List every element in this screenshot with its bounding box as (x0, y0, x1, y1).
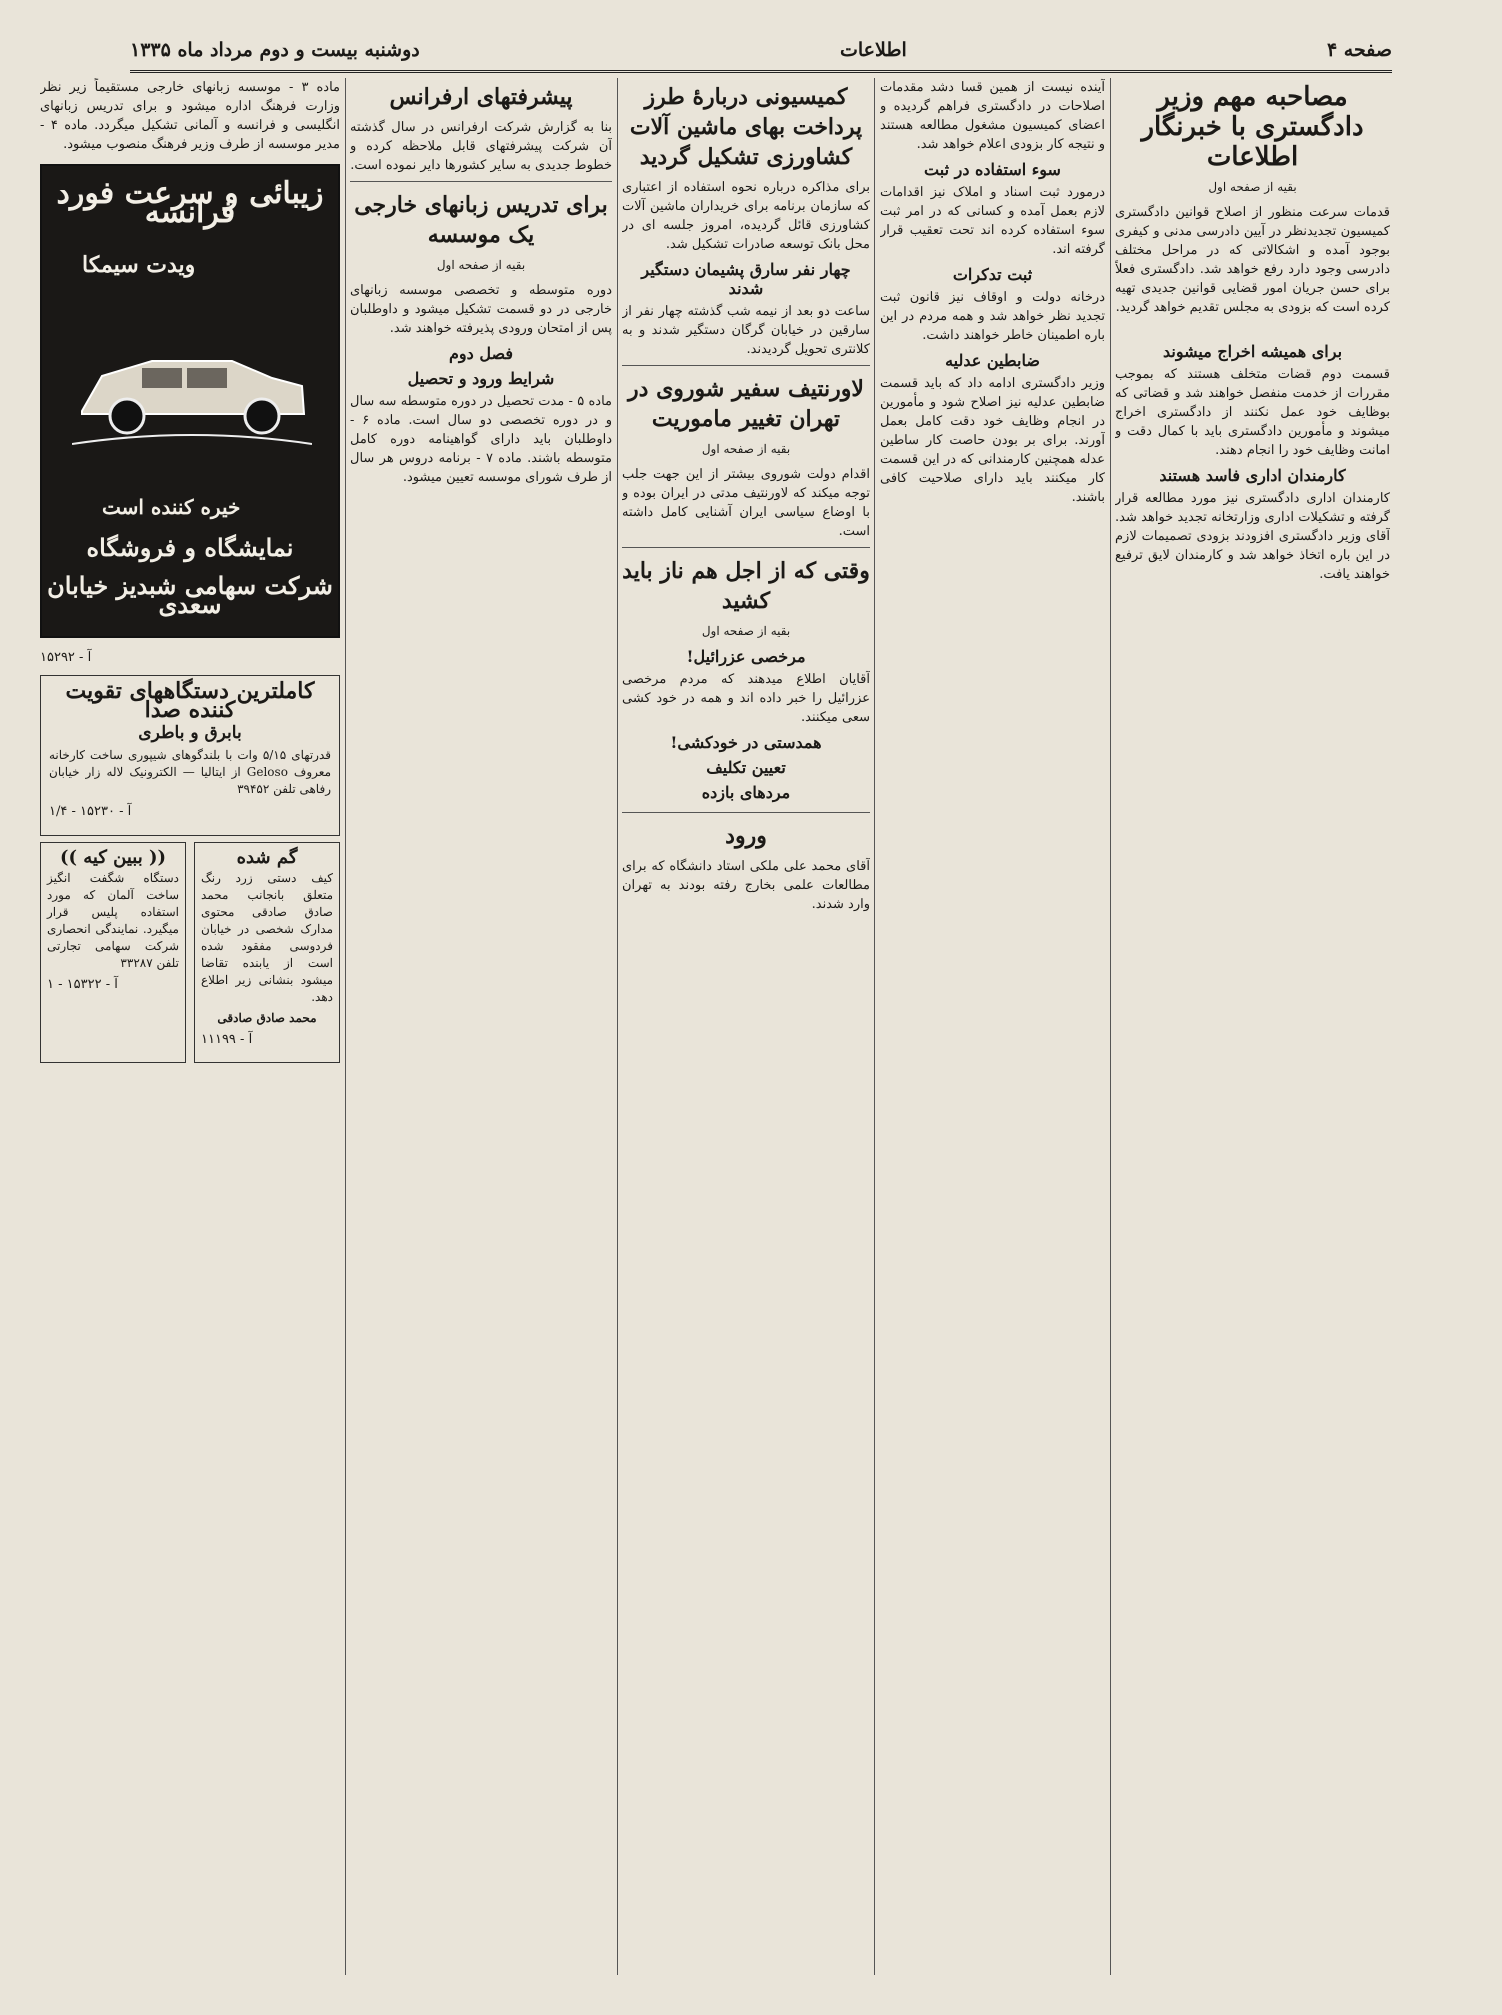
subheading: شرایط ورود و تحصیل (407, 369, 555, 388)
subheading: ثبت تدکرات (952, 265, 1033, 284)
ad-code: آ - ۱۵۲۳۰ - ۱/۴ (49, 804, 132, 819)
article-text: ماده ۵ - مدت تحصیل در دوره متوسطه سه سال و در دوره تخصصی دو سال است. ماده ۶ - داوطلبان باید دارای گواهینامه دوره کامل متوسطه باشند. ماده ۷ - برنامه دروس هر سال از طرف شورای موسسه تعیین میشود. (350, 394, 612, 485)
headline-arrival: ورود (725, 823, 767, 849)
article-machinery (622, 82, 870, 366)
lost-ad-text: کیف دستی زرد رنگ متعلق بانجانب محمد صادق صادقی محتوی مدارک شخصی در خیابان فردوسی مفقود شده است از یابنده تقاضا میشود بنشانی زیر اطلاع دهد. (201, 871, 333, 1004)
small-ads-row (40, 842, 340, 1063)
headline-machinery: کمیسیونی دربارهٔ طرز پرداخت بهای ماشین آلات کشاورزی تشکیل گردید (629, 84, 863, 170)
continued-note: بقیه از صفحه اول (701, 442, 791, 456)
amplifier-ad-title: کاملترین دستگاههای تقویت کننده صدا (65, 678, 315, 723)
article-text: برای مذاکره درباره نحوه استفاده از اعتباری که سازمان برنامه برای خریداران ماشین آلات کشاورزی قائل گردیده، امروز جلسه ای در محل بانک توسعه صادرات تشکیل شد. (622, 180, 870, 252)
column-rule (874, 78, 875, 1975)
article-text-filler (1115, 317, 1390, 336)
article-text: دوره متوسطه و تخصصی موسسه زبانهای خارجی در دو قسمت تشکیل میشود و داوطلبان پس از امتحان ورودی پذیرفته خواهند شد. (350, 283, 612, 336)
amplifier-ad-text: قدرتهای ۵/۱۵ وات با بلندگوهای شیپوری ساخت کارخانه معروف Geloso از ایتالیا — الکترونیک لاله زار خیابان رفاهی تلفن ۳۹۴۵۲ (49, 748, 331, 796)
article-text: قدمات سرعت منظور از اصلاح قوانین دادگستری کمیسیون تجدیدنظر در آیین دادرسی مدنی و کیفری بوجود آمده و اشکالاتی که در مراحل مختلف دادرسی وجود دارد رفع خواهد شد. دادگستری فعلاً برای حسن جریان امور قضایی قوانین جدیدی تهیه کرده است که بزودی به مجلس تقدیم خواهد گردید. (1115, 205, 1390, 315)
article-text: ماده ۳ - موسسه زبانهای خارجی مستقیماً زیر نظر وزارت فرهنگ اداره میشود و برای تدریس زبانهای انگلیسی و فرانسه و آلمانی تشکیل میگردد. ماده ۴ - مدیر موسسه از طرف وزیر فرهنگ منصوب میشود. (40, 80, 340, 152)
column-rule (345, 78, 346, 1975)
article-text: آقایان اطلاع میدهند که مردم مرخصی عزرائیل را خبر داده اند و همه در خود کشی سعی میکنند. (622, 672, 870, 725)
article-ambassador (622, 374, 870, 548)
car-ad-title: زیبائی و سرعت فورد فرانسه (56, 176, 324, 230)
car-ad-company: شرکت سهامی شبدیز خیابان سعدی (47, 571, 333, 619)
amplifier-ad-subtitle: بابرق و باطری (138, 723, 242, 743)
car-ad-showroom: نمایشگاه و فروشگاه (86, 533, 294, 562)
device-ad (40, 842, 186, 1063)
article-text: درخانه دولت و اوقاف نیز قانون ثبت تجدید نظر خواهد شد و همه مردم در این باره اطمینان خاطر خواهند داشت. (880, 290, 1105, 343)
subheading: مردهای بازده (701, 783, 791, 802)
paper-name: اطلاعات (839, 39, 907, 61)
article-arrival (622, 821, 870, 914)
ad-code: آ - ۱۵۲۹۲ (40, 650, 92, 665)
ad-code: آ - ۱۱۱۹۹ (201, 1032, 253, 1047)
subheading: همدستی در خودکشی! (670, 733, 822, 752)
article-text: بنا به گزارش شرکت ارفرانس در سال گذشته آن شرکت پیشرفتهای قابل ملاحظه کرده و خطوط جدیدی به سایر کشورها دایر نموده است. (350, 120, 612, 173)
subheading: چهار نفر سارق پشیمان دستگیر شدند (641, 260, 851, 298)
column-3 (622, 78, 870, 1975)
subheading: تعیین تکلیف (706, 758, 786, 777)
continued-note: بقیه از صفحه اول (701, 624, 791, 638)
article-airfrance (350, 82, 612, 182)
continued-note: بقیه از صفحه اول (1208, 180, 1297, 194)
headline-interview: مصاحبه مهم وزیر دادگستری با خبرنگار اطلاعات (1141, 82, 1364, 172)
issue-date: دوشنبه بیست و دوم مرداد ماه ۱۳۳۵ (130, 39, 420, 61)
article-text: آینده نیست از همین قسا دشد مقدمات اصلاحات در دادگستری فراهم گردیده و اعضای کمیسیون مشغول مطالعه هستند و نتیجه کار بزودی اعلام خواهد شد. (880, 80, 1105, 152)
column-4 (350, 78, 612, 1975)
article-death (622, 556, 870, 813)
car-ad-tagline: خیره کننده است (102, 495, 241, 519)
article-text: اقدام دولت شوروی بیشتر از این جهت جلب توجه میکند که لاورنتیف مدتی در ایران بوده و با اوضاع سیاسی ایران آشنایی کامل داشته است. (622, 467, 870, 539)
headline-airfrance: پیشرفتهای ارفرانس (389, 84, 573, 110)
device-ad-title: (( ببین کیه )) (59, 847, 167, 868)
subheading: سوء استفاده در ثبت (924, 160, 1061, 179)
lost-ad-signature: محمد صادق صادقی (217, 1011, 317, 1025)
subheading: برای همیشه اخراج میشوند (1162, 342, 1343, 361)
masthead (130, 30, 1392, 73)
car-advertisement (40, 164, 340, 638)
car-illustration (72, 316, 312, 456)
headline-ambassador: لاورنتیف سفیر شوروی در تهران تغییر ماموریت (628, 376, 864, 432)
article-text: وزیر دادگستری ادامه داد که باید قسمت ضابطین عدلیه نیز اصلاح شود و مأمورین در انجام وظایف خود دقت کامل بعمل آورند. برای بر بودن حاصت کار ساطین عدله همچنین کارمندانی که در این قسمت کار میکنند باید دارای صلاحیت کافی باشند. (880, 376, 1105, 505)
column-5 (40, 78, 340, 1975)
article-language-institute (350, 190, 612, 487)
subheading: فصل دوم (449, 344, 513, 363)
column-1 (1115, 78, 1390, 1975)
device-ad-text: دستگاه شگفت انگیز ساخت آلمان که مورد استفاده پلیس قرار میگیرد. نمایندگی انحصاری شرکت سهامی تجارتی تلفن ۳۳۲۸۷ (47, 871, 179, 970)
article-text: ساعت دو بعد از نیمه شب گذشته چهار نفر از سارقین در خیابان گرگان دستگیر شدند و به کلانتری تحویل گردیدند. (622, 304, 870, 357)
article-text: آقای محمد علی ملکی استاد دانشگاه که برای مطالعات علمی بخارج رفته بودند به تهران وارد شدند. (622, 859, 870, 912)
headline-language: برای تدریس زبانهای خارجی یک موسسه (354, 192, 608, 248)
amplifier-advertisement (40, 675, 340, 836)
lost-item-ad (194, 842, 340, 1063)
column-2 (880, 78, 1105, 1975)
headline-death: وقتی که از اجل هم ناز باید کشید (622, 558, 870, 614)
subheading: کارمندان اداری فاسد هستند (1159, 466, 1346, 485)
article-text: درمورد ثبت اسناد و املاک نیز اقدامات لازم بعمل آمده و کسانی که در امر ثبت سوء استفاده کرده اند تحت تعقیب قرار گرفته اند. (880, 185, 1105, 257)
lost-ad-title: گم شده (236, 847, 298, 868)
article-text: قسمت دوم قضات متخلف هستند که بموجب مقررات از خدمت منفصل خواهند شد و قضاتی که بوظایف خود عمل نکنند از دادگستری اخراج میشوند و مأمورین دادگستری باید با کمال دقت و امانت وظایف خود را انجام دهند. (1115, 367, 1390, 458)
column-rule (617, 78, 618, 1975)
ad-code: آ - ۱۵۳۲۲ - ۱ (47, 977, 118, 992)
continued-note: بقیه از صفحه اول (436, 258, 526, 272)
subheading: ضابطین عدلیه (945, 351, 1040, 370)
article-text: کارمندان اداری دادگستری نیز مورد مطالعه قرار گرفته و تشکیلات اداری وزارتخانه تجدید خواهد شد. آقای وزیر دادگستری افزودند بزودی تصمیمات لازم در این باره اتخاذ خواهد شد و کارمندان لایق ترفیع خواهند یافت. (1115, 491, 1390, 582)
subheading: مرخصی عزرائیل! (686, 647, 806, 666)
column-rule (1110, 78, 1111, 1975)
page-number: صفحه ۴ (1326, 39, 1392, 61)
car-ad-model: ویدت سیمکا (82, 252, 196, 278)
